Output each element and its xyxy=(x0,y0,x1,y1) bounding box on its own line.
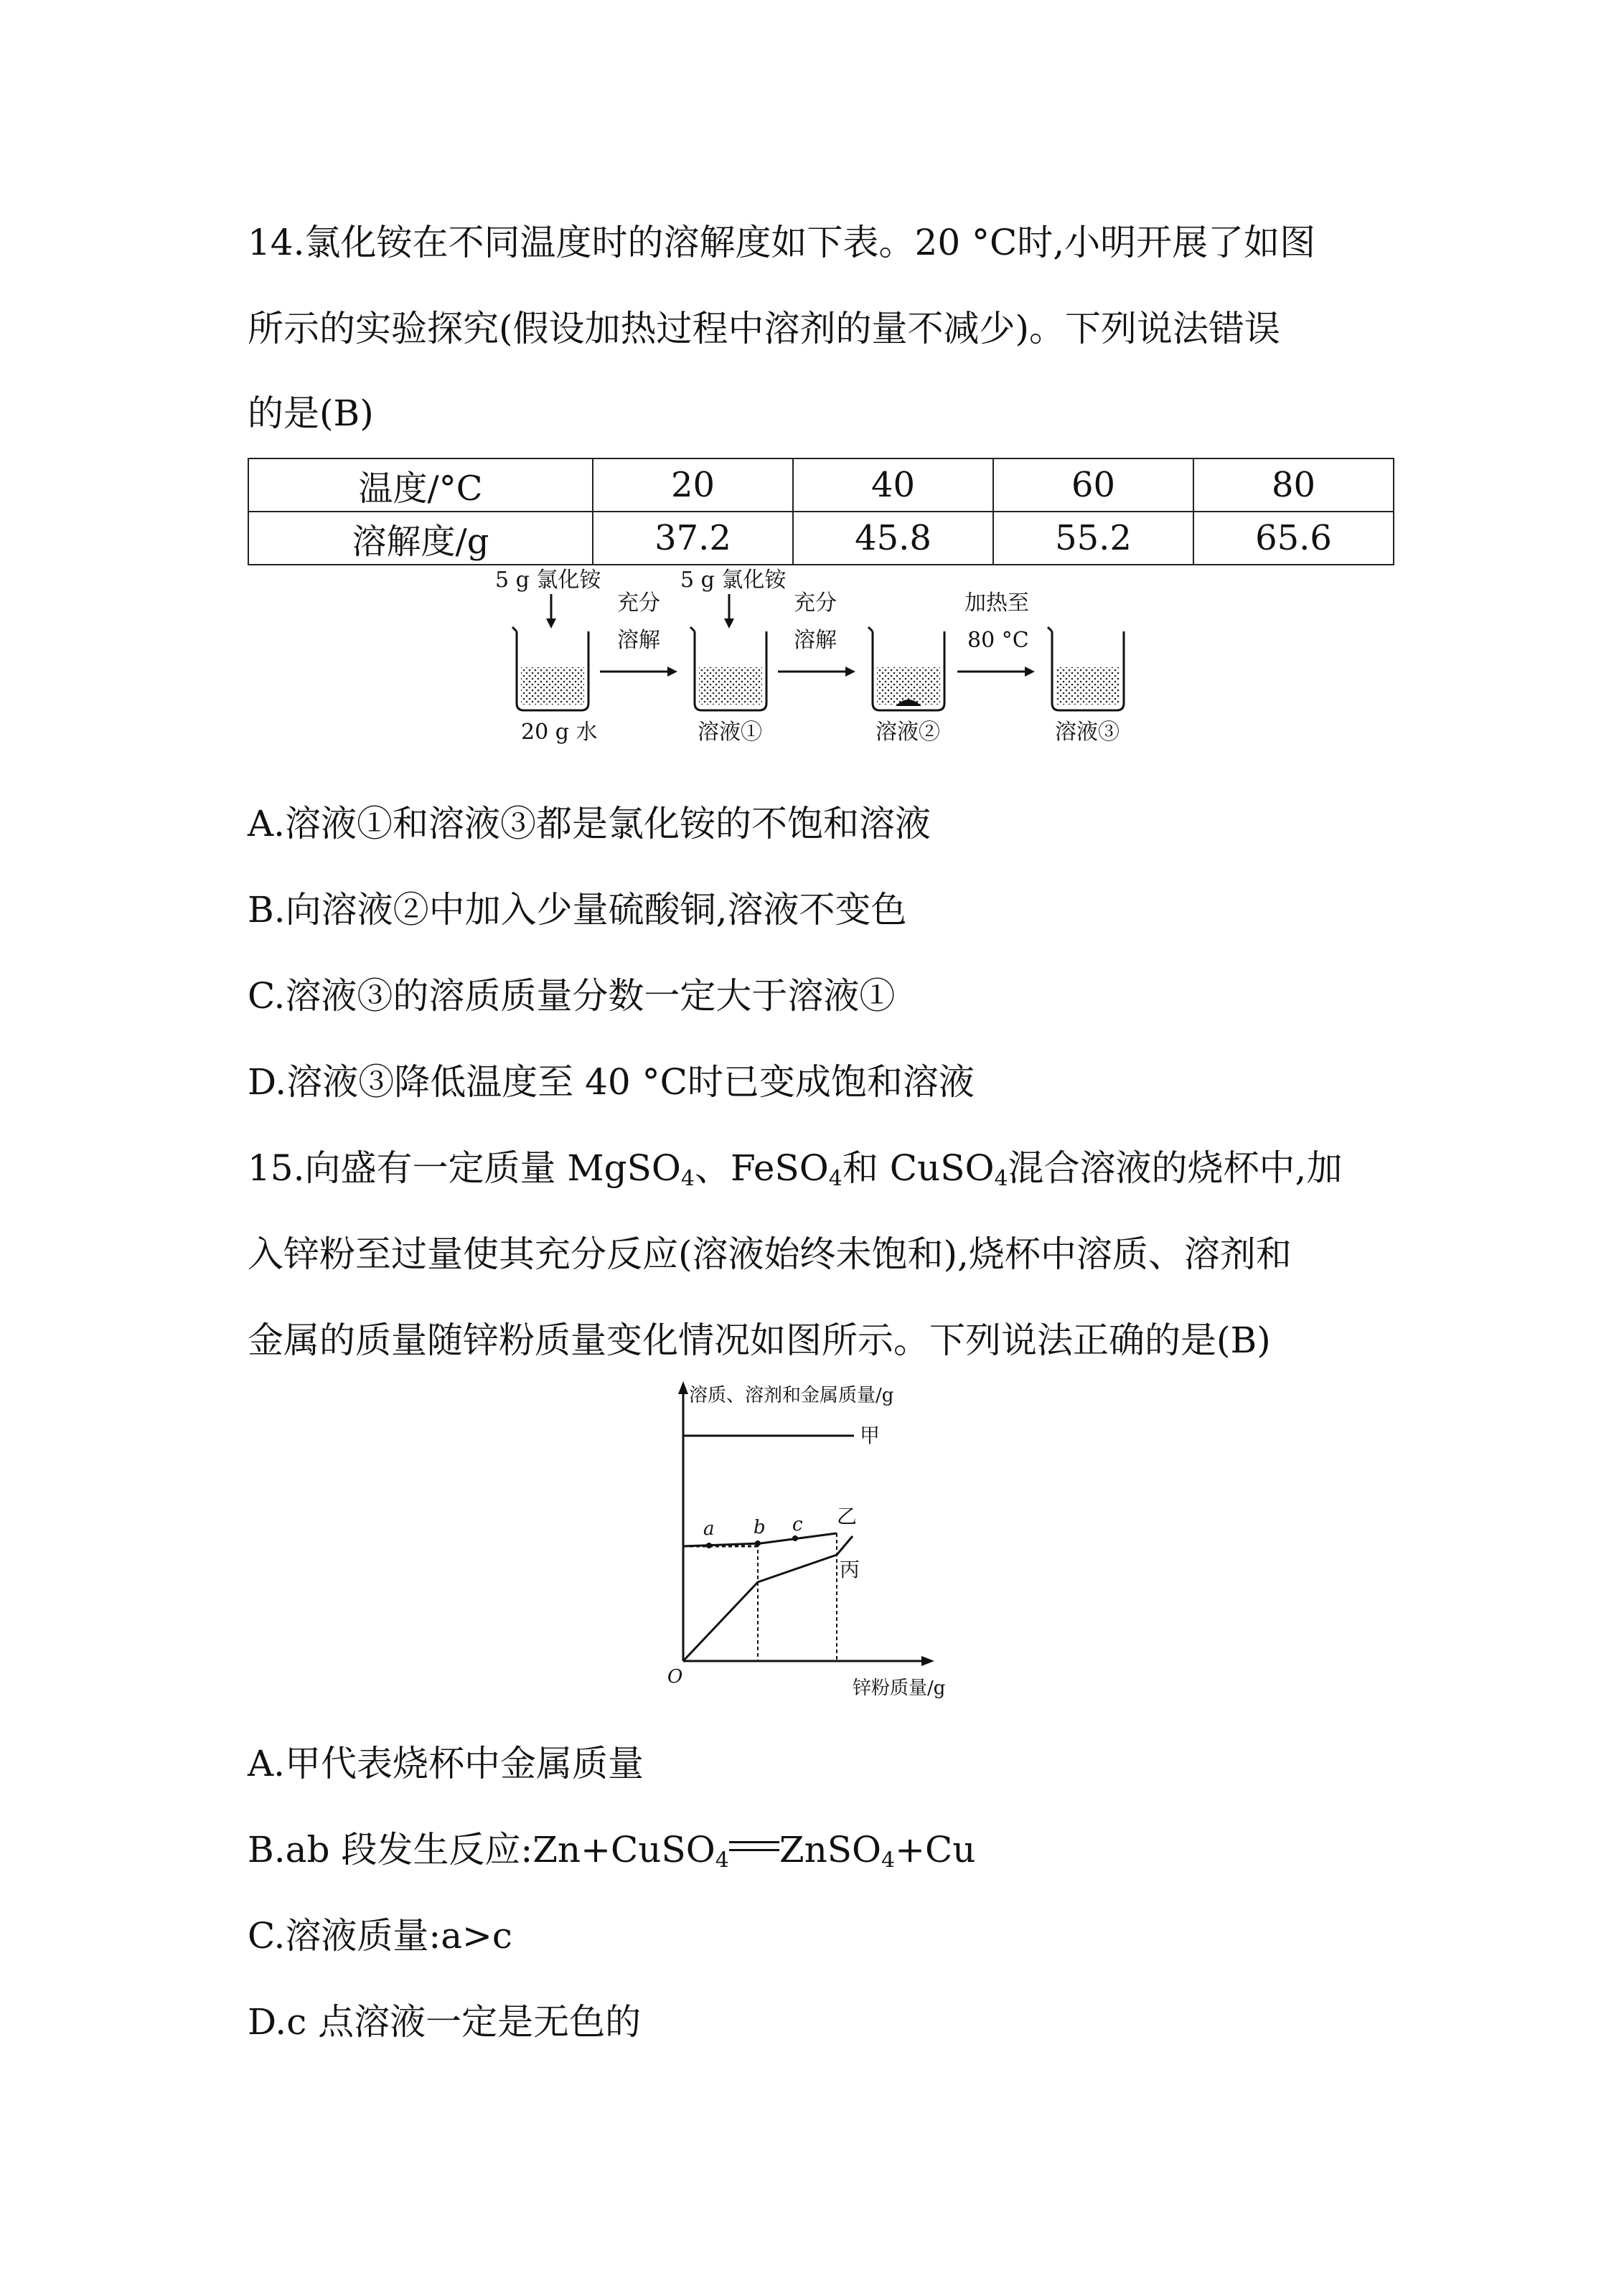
point-b-label: b xyxy=(754,1517,766,1538)
solubility-table xyxy=(248,458,1394,565)
q15-stem-line-2: 入锌粉至过量使其充分反应(溶液始终未饱和),烧杯中溶质、溶剂和 xyxy=(248,1233,1292,1275)
series-yi-label: 乙 xyxy=(837,1505,858,1528)
arrow-1-label-bottom: 溶解 xyxy=(617,628,660,653)
q14-option-b: B.向溶液②中加入少量硫酸铜,溶液不变色 xyxy=(248,889,907,931)
q15-stem-part: 15.向盛有一定质量 MgSO xyxy=(248,1147,681,1189)
q14-option-d: D.溶液③降低温度至 40 °C时已变成饱和溶液 xyxy=(248,1061,975,1103)
point-c-marker xyxy=(792,1535,798,1541)
beaker-water xyxy=(512,627,588,710)
equation-part: +Cu xyxy=(895,1829,976,1871)
origin-label: O xyxy=(667,1666,683,1688)
q14-option-c: C.溶液③的溶质质量分数一定大于溶液① xyxy=(248,975,896,1017)
series-jia-label: 甲 xyxy=(860,1424,881,1447)
beaker-label-water: 20 g 水 xyxy=(521,720,598,745)
table-cell: 20 xyxy=(593,458,793,512)
series-bing-line xyxy=(683,1536,853,1661)
equation-part: ZnSO xyxy=(779,1829,882,1871)
table-cell: 55.2 xyxy=(993,512,1193,565)
q14-option-a: A.溶液①和溶液③都是氯化铵的不饱和溶液 xyxy=(248,803,931,844)
q15-stem-part: 混合溶液的烧杯中,加 xyxy=(1008,1147,1343,1189)
process-arrow-2-head xyxy=(845,667,855,677)
q15-stem-part: 、FeSO xyxy=(694,1147,829,1189)
subscript: 4 xyxy=(680,1166,695,1192)
arrow-3-label-bottom: 80 °C xyxy=(967,628,1029,653)
table-cell: 37.2 xyxy=(593,512,793,565)
q15-stem-part: 和 CuSO xyxy=(842,1147,995,1189)
beaker-solution-2 xyxy=(868,627,944,710)
arrow-2-label-bottom: 溶解 xyxy=(794,628,837,653)
table-cell: 60 xyxy=(993,458,1193,512)
q14-stem-line-2: 所示的实验探究(假设加热过程中溶剂的量不减少)。下列说法错误 xyxy=(248,308,1281,349)
y-axis-arrow xyxy=(678,1381,688,1394)
table-cell: 80 xyxy=(1193,458,1394,512)
series-bing-label: 丙 xyxy=(840,1558,860,1581)
equation-part: B.ab 段发生反应:Zn+CuSO xyxy=(248,1829,715,1871)
q14-stem-line-3: 的是(B) xyxy=(248,392,374,434)
arrow-1-label-top: 充分 xyxy=(617,591,660,616)
addition-label-2: 5 g 氯化铵 xyxy=(680,568,787,593)
down-arrow-1-head xyxy=(546,618,556,629)
table-header-solubility: 溶解度/g xyxy=(248,512,593,565)
x-axis-label: 锌粉质量/g xyxy=(853,1678,946,1699)
point-a-label: a xyxy=(703,1518,715,1540)
arrow-3-label-top: 加热至 xyxy=(964,591,1029,616)
table-row xyxy=(248,512,1394,565)
experiment-diagram xyxy=(488,560,1177,746)
subscript: 4 xyxy=(715,1848,729,1873)
beaker-label-2: 溶液② xyxy=(876,720,940,745)
q15-option-b xyxy=(248,1828,975,1871)
beaker-label-1: 溶液① xyxy=(698,720,762,745)
process-arrow-1-head xyxy=(667,667,677,677)
beaker-solution-1 xyxy=(690,627,766,710)
q15-option-d: D.c 点溶液一定是无色的 xyxy=(248,2001,642,2043)
q14-stem-line-1: 14.氯化铵在不同温度时的溶解度如下表。20 °C时,小明开展了如图 xyxy=(248,222,1316,263)
q15-option-a: A.甲代表烧杯中金属质量 xyxy=(248,1743,644,1784)
beaker-label-3: 溶液③ xyxy=(1055,720,1120,745)
point-a-marker xyxy=(706,1543,712,1548)
equals-sign xyxy=(729,1841,779,1851)
table-row xyxy=(248,458,1394,512)
down-arrow-2-head xyxy=(724,618,734,629)
q15-stem-line-3: 金属的质量随锌粉质量变化情况如图所示。下列说法正确的是(B) xyxy=(248,1319,1271,1361)
point-c-label: c xyxy=(792,1514,803,1535)
table-cell: 40 xyxy=(793,458,993,512)
table-cell: 45.8 xyxy=(793,512,993,565)
y-axis-label: 溶质、溶剂和金属质量/g xyxy=(689,1385,894,1406)
arrow-2-label-top: 充分 xyxy=(794,591,837,616)
subscript: 4 xyxy=(994,1166,1008,1192)
table-cell: 65.6 xyxy=(1193,512,1394,565)
addition-label-1: 5 g 氯化铵 xyxy=(495,568,601,593)
table-header-temperature: 温度/°C xyxy=(248,458,593,512)
beaker-solution-3 xyxy=(1048,627,1124,710)
subscript: 4 xyxy=(881,1848,896,1873)
process-arrow-3-head xyxy=(1025,667,1035,677)
q15-option-c: C.溶液质量:a>c xyxy=(248,1915,512,1957)
mass-graph xyxy=(646,1374,983,1711)
q15-stem-line-1 xyxy=(248,1147,1342,1190)
subscript: 4 xyxy=(828,1166,842,1192)
x-axis-arrow xyxy=(921,1656,934,1666)
